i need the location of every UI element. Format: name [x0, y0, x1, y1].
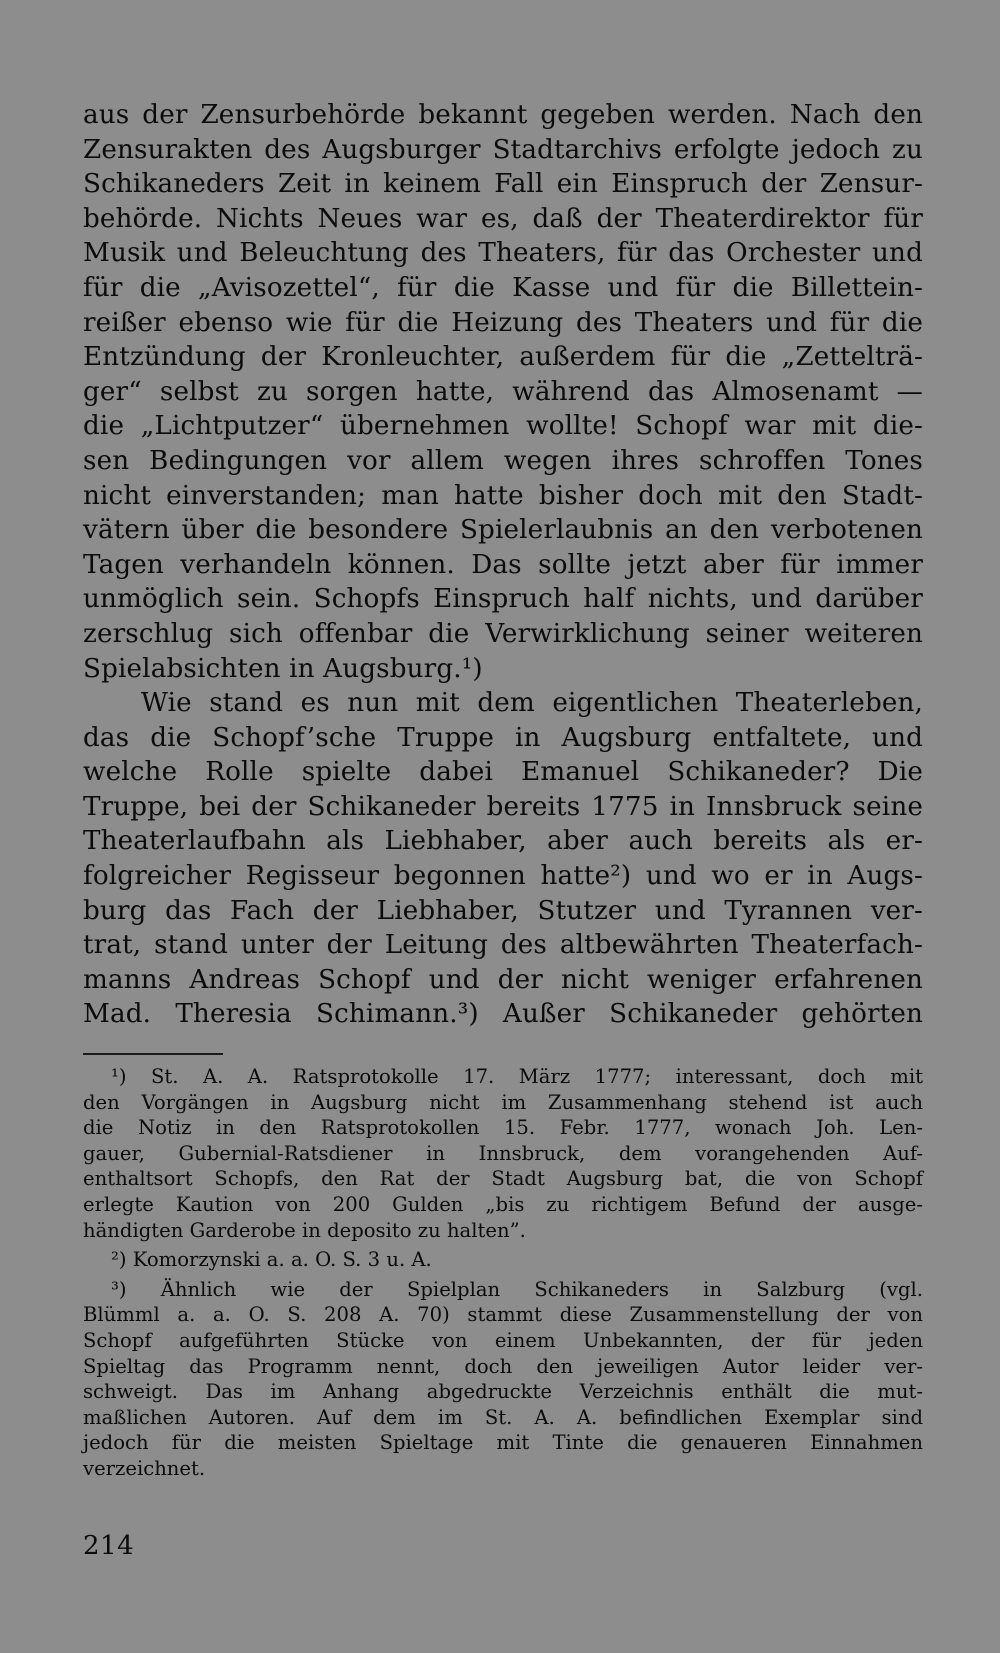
body-line: burg das Fach der Liebhaber, Stutzer und Tyrannen ver-: [83, 895, 923, 926]
body-line: für die „Avisozettel“, für die Kasse und für die Billettein-: [83, 272, 923, 303]
body-text: [83, 98, 923, 1032]
footnote-line: die Notiz in den Ratsprotokollen 15. Febr. 1777, wonach Joh. Len-: [83, 1116, 923, 1140]
body-line: Entzündung der Kronleuchter, außerdem für die „Zettelträ-: [83, 342, 923, 373]
body-line: vätern über die besondere Spielerlaubnis an den verbotenen: [83, 515, 923, 546]
footnote-1: [83, 1064, 923, 1243]
footnote-line: händigten Garderobe in deposito zu halten”.: [83, 1218, 526, 1242]
footnotes: [83, 1064, 923, 1486]
footnote-line: ¹) St. A. A. Ratsprotokolle 17. März 1777; interessant, doch mit: [111, 1065, 923, 1088]
body-line: folgreicher Regisseur begonnen hatte²) und wo er in Augs-: [83, 861, 923, 892]
body-line: zerschlug sich offenbar die Verwirklichung seiner weiteren: [83, 618, 923, 649]
page-number: 214: [83, 1531, 135, 1561]
body-line: Zensurakten des Augsburger Stadtarchivs erfolgte jedoch zu: [83, 134, 923, 165]
footnote-3: [83, 1277, 923, 1482]
body-line: manns Andreas Schopf und der nicht weniger erfahrenen: [83, 964, 923, 995]
body-line: unmöglich sein. Schopfs Einspruch half nichts, und darüber: [83, 584, 923, 615]
body-line: behörde. Nichts Neues war es, daß der Theaterdirektor für: [83, 203, 923, 234]
body-line: die „Lichtputzer“ übernehmen wollte! Schopf war mit die-: [83, 411, 923, 442]
body-line: ger“ selbst zu sorgen hatte, während das Almosenamt —: [83, 376, 923, 407]
body-line: Theaterlaufbahn als Liebhaber, aber auch bereits als er-: [83, 826, 923, 857]
body-line: Tagen verhandeln können. Das sollte jetzt aber für immer: [83, 549, 923, 580]
footnote-line: jedoch für die meisten Spieltage mit Tinte die genaueren Einnahmen: [83, 1431, 923, 1455]
footnote-line: den Vorgängen in Augsburg nicht im Zusammenhang stehend ist auch: [83, 1090, 923, 1114]
footnote-line: Spieltag das Programm nennt, doch den jeweiligen Autor leider ver-: [83, 1354, 923, 1378]
footnote-line: ³) Ähnlich wie der Spielplan Schikaneders in Salzburg (vgl.: [111, 1277, 923, 1301]
body-line: Mad. Theresia Schimann.³) Außer Schikaneder gehörten: [83, 999, 923, 1030]
footnote-line: maßlichen Autoren. Auf dem im St. A. A. befindlichen Exemplar sind: [83, 1405, 923, 1429]
body-line: trat, stand unter der Leitung des altbewährten Theaterfach-: [83, 930, 923, 961]
body-line: reißer ebenso wie für die Heizung des Theaters und für die: [83, 307, 923, 338]
body-line: Musik und Beleuchtung des Theaters, für das Orchester und: [83, 238, 923, 269]
footnote-line: erlegte Kaution von 200 Gulden „bis zu richtigem Befund der ausge-: [83, 1192, 923, 1216]
footnote-line: Schopf aufgeführten Stücke von einem Unbekannten, der für jeden: [83, 1328, 923, 1352]
footnote-line: gauer, Gubernial-Ratsdiener in Innsbruck, dem vorangehenden Auf-: [83, 1141, 923, 1165]
footnote-line: ²) Komorzynski a. a. O. S. 3 u. A.: [111, 1248, 432, 1272]
footnote-line: Blümml a. a. O. S. 208 A. 70) stammt diese Zusammenstellung der von: [83, 1303, 923, 1327]
body-line: aus der Zensurbehörde bekannt gegeben werden. Nach den: [83, 100, 923, 130]
footnote-rule: [83, 1053, 223, 1055]
body-line: Wie stand es nun mit dem eigentlichen Theaterleben,: [141, 688, 923, 719]
body-line: Truppe, bei der Schikaneder bereits 1775 in Innsbruck seine: [83, 791, 923, 822]
body-line: Schikaneders Zeit in keinem Fall ein Einspruch der Zensur-: [83, 169, 923, 200]
footnote-2: [83, 1247, 923, 1273]
footnote-line: verzeichnet.: [83, 1456, 206, 1480]
footnote-line: schweigt. Das im Anhang abgedruckte Verzeichnis enthält die mut-: [83, 1380, 923, 1404]
footnote-line: enthaltsort Schopfs, den Rat der Stadt Augsburg bat, die von Schopf: [83, 1167, 923, 1191]
body-line: sen Bedingungen vor allem wegen ihres schroffen Tones: [83, 445, 923, 476]
body-line: Spielabsichten in Augsburg.¹): [83, 653, 483, 684]
body-line: welche Rolle spielte dabei Emanuel Schikaneder? Die: [83, 757, 923, 788]
body-line: das die Schopf’sche Truppe in Augsburg entfaltete, und: [83, 722, 923, 753]
body-line: nicht einverstanden; man hatte bisher doch mit den Stadt-: [83, 480, 923, 511]
